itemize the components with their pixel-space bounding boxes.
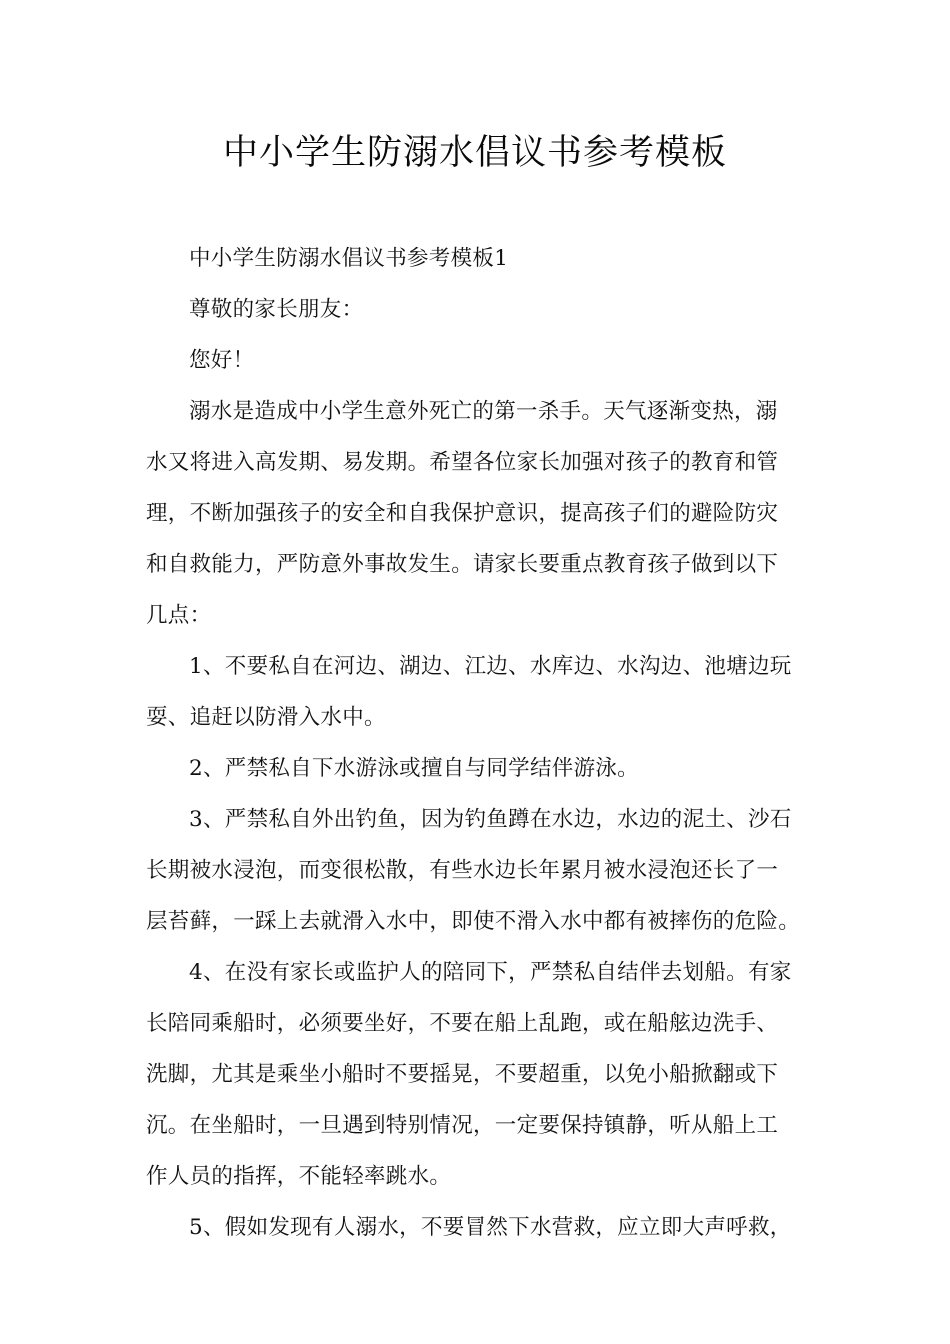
text-line: 层苔藓，一踩上去就滑入水中，即使不滑入水中都有被摔伤的危险。	[146, 909, 801, 934]
text-line: 作人员的指挥，不能轻率跳水。	[146, 1164, 452, 1189]
paragraph-point-5	[146, 1202, 806, 1253]
text-line: 尊敬的家长朋友：	[189, 297, 364, 322]
paragraph-subtitle	[146, 233, 806, 284]
paragraph-intro	[146, 386, 806, 641]
paragraph-point-2	[146, 743, 806, 794]
document-title: 中小学生防溺水倡议书参考模板	[222, 133, 727, 173]
paragraph-salutation	[146, 284, 806, 335]
text-line: 几点：	[146, 603, 212, 628]
paragraph-greeting	[146, 335, 806, 386]
paragraph-point-3	[146, 794, 806, 947]
paragraph-point-4	[146, 947, 806, 1202]
text-line: 理，不断加强孩子的安全和自我保护意识，提高孩子们的避险防灾	[146, 501, 779, 526]
text-line: 2、严禁私自下水游泳或擅自与同学结伴游泳。	[189, 756, 639, 781]
text-line: 长陪同乘船时，必须要坐好，不要在船上乱跑，或在船舷边洗手、	[146, 1011, 779, 1036]
text-line: 1、不要私自在河边、湖边、江边、水库边、水沟边、池塘边玩	[189, 654, 792, 679]
text-line: 沉。在坐船时，一旦遇到特别情况，一定要保持镇静，听从船上工	[146, 1113, 779, 1138]
text-line: 中小学生防溺水倡议书参考模板1	[189, 246, 509, 271]
document-body	[146, 233, 806, 1253]
text-line: 您好！	[189, 348, 255, 373]
text-line: 和自救能力，严防意外事故发生。请家长要重点教育孩子做到以下	[146, 552, 779, 577]
text-line: 长期被水浸泡，而变很松散，有些水边长年累月被水浸泡还长了一	[146, 858, 779, 883]
text-line: 耍、追赶以防滑入水中。	[146, 705, 386, 730]
paragraph-point-1	[146, 641, 806, 743]
text-line: 5、假如发现有人溺水，不要冒然下水营救，应立即大声呼救，	[189, 1215, 792, 1240]
text-line: 3、严禁私自外出钓鱼，因为钓鱼蹲在水边，水边的泥土、沙石	[189, 807, 792, 832]
text-line: 溺水是造成中小学生意外死亡的第一杀手。天气逐渐变热，溺	[189, 399, 778, 424]
text-line: 4、在没有家长或监护人的陪同下，严禁私自结伴去划船。有家	[189, 960, 792, 985]
text-line: 洗脚，尤其是乘坐小船时不要摇晃，不要超重，以免小船掀翻或下	[146, 1062, 779, 1087]
text-line: 水又将进入高发期、易发期。希望各位家长加强对孩子的教育和管	[146, 450, 779, 475]
